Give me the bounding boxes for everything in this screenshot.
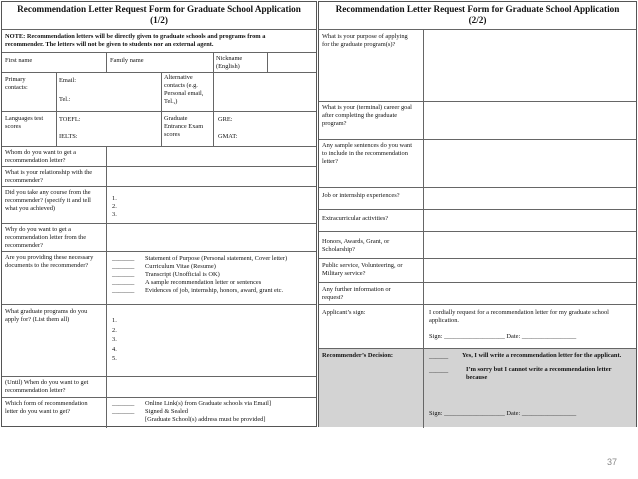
- extracurricular-question: Extracurricular activities?: [322, 215, 389, 222]
- language-scores-label: Languages test scores: [5, 115, 44, 130]
- page-number: 37: [606, 457, 617, 467]
- purpose-question: What is your purpose of applying for the graduate program(s)?: [322, 33, 408, 48]
- course-question: Did you take any course from the recommender? (specify it and tell what you achieved): [5, 189, 91, 212]
- documents-list: Statement of Purpose (Personal statement, Cover letter) Curriculum Vitae (Resume) Transcript (Unofficial is OK) A sample recommendation letter or sentences Evidences of job, internship, honors, award, grant etc.: [145, 255, 288, 294]
- title-line-2: (1/2): [150, 15, 168, 25]
- primary-contacts-label: Primary contacts:: [5, 76, 28, 91]
- title-line-1: Recommendation Letter Request Form for Graduate School Application: [17, 4, 301, 14]
- applicant-sign-label: Applicant’s sign:: [322, 309, 366, 316]
- documents-blanks: _______ _______ _______ _______ _______: [112, 255, 135, 294]
- yes-blank: ______: [429, 353, 449, 360]
- tel-label: Tel.:: [59, 96, 71, 103]
- title-line-2: (2/2): [468, 15, 487, 25]
- gre-label: GRE:: [218, 116, 233, 123]
- until-question: (Until) When do you want to get recommendation letter?: [5, 379, 89, 394]
- letter-form-options: Online Link(s) from Graduate schools via Email] Signed & Sealed [Graduate School(s) address must be provided]: [145, 400, 272, 423]
- cordial-request-text: I cordially request for a recommendation letter for my graduate school application.: [429, 309, 609, 324]
- form-title-right: [319, 4, 636, 26]
- why-question: Why do you want to get a recommendation letter from the recommender?: [5, 226, 87, 249]
- career-goal-question: What is your (terminal) career goal after completing the graduate program?: [322, 104, 412, 127]
- form-left: [1, 1, 317, 427]
- applicant-sign-line: Sign: ___________________ Date: _________________: [429, 333, 577, 340]
- further-info-question: Any further information or request?: [322, 286, 391, 301]
- email-label: Email:: [59, 77, 77, 84]
- note-text: NOTE: Recommendation letters will be directly given to graduate schools and programs from a recommender. The letters will not be given to students nor an external agent.: [5, 33, 266, 48]
- form-title-left: [2, 4, 316, 26]
- recommender-sign-line: Sign: ___________________ Date: _________________: [429, 410, 577, 417]
- letter-form-question: Which form of recommendation letter do you want to get?: [5, 400, 88, 415]
- honors-question: Honors, Awards, Grant, or Scholarship?: [322, 238, 390, 253]
- programs-list: 1. 2. 3. 4. 5.: [112, 317, 117, 362]
- first-name-label: First name: [5, 57, 33, 64]
- public-service-question: Public service, Volunteering, or Military service?: [322, 262, 403, 277]
- form-right: [318, 1, 637, 427]
- yes-option: Yes, I will write a recommendation letter for the applicant.: [462, 352, 622, 359]
- ielts-label: IELTS:: [59, 133, 78, 140]
- programs-question: What graduate programs do you apply for? (List them all): [5, 308, 88, 323]
- toefl-label: TOEFL:: [59, 116, 81, 123]
- sample-sentences-question: Any sample sentences do you want to include in the recommendation letter?: [322, 142, 412, 165]
- graduate-exam-label: Graduate Entrance Exam scores: [164, 115, 204, 138]
- job-question: Job or internship experiences?: [322, 192, 400, 199]
- alternative-contacts-label: Alternative contacts (e.g. Personal email, Tel.,): [164, 74, 204, 105]
- letter-form-blanks: _______ _______: [112, 400, 135, 415]
- gmat-label: GMAT:: [218, 133, 238, 140]
- title-line-1: Recommendation Letter Request Form for Graduate School Application: [335, 4, 620, 14]
- no-option: I’m sorry but I cannot write a recommendation letter because: [466, 366, 612, 381]
- no-blank: ______: [429, 367, 449, 374]
- whom-question: Whom do you want to get a recommendation letter?: [5, 149, 76, 164]
- family-name-label: Family name: [110, 57, 144, 64]
- nickname-label: Nickname (English): [216, 55, 243, 70]
- recommender-decision-label: Recommender’s Decision:: [322, 352, 394, 359]
- relationship-question: What is your relationship with the recommender?: [5, 169, 93, 184]
- course-list: 1. 2. 3.: [112, 195, 117, 218]
- documents-question: Are you providing these necessary documents to the recommender?: [5, 254, 94, 269]
